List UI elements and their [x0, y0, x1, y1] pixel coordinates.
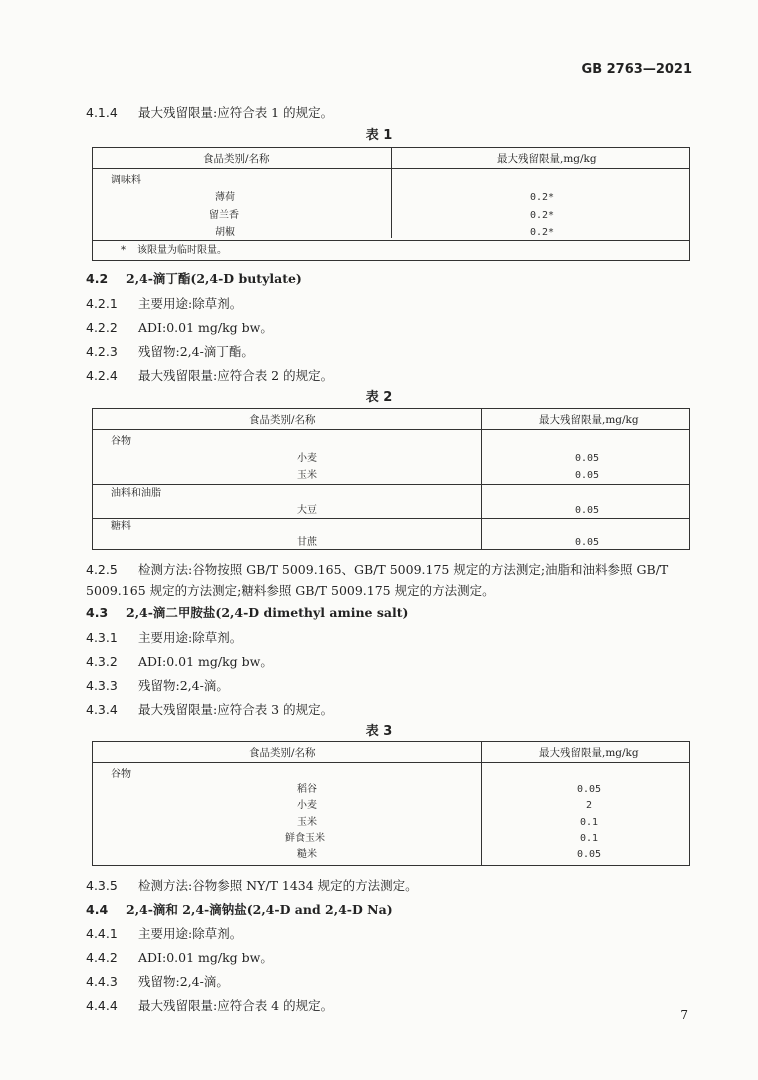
- clause-number: 4.1.4: [86, 105, 118, 120]
- column-divider: [481, 742, 482, 865]
- food-name: 留兰香: [209, 210, 239, 221]
- clause-number: 4.4.1: [86, 926, 118, 941]
- mrl-value: 0.2*: [530, 192, 555, 203]
- clause-4-3-5: [86, 877, 418, 895]
- table-1-caption: 表 1: [365, 128, 393, 143]
- clause-text: 检测方法:谷物参照 NY/T 1434 规定的方法测定。: [138, 878, 418, 893]
- mrl-value: 0.1: [580, 833, 599, 844]
- clause-4-1-4: [86, 104, 333, 122]
- food-name: 甘蔗: [297, 537, 317, 548]
- mrl-value: 0.05: [577, 784, 602, 795]
- clause-text: 残留物:2,4-滴。: [138, 974, 229, 989]
- column-header-mrl: 最大残留限量,mg/kg: [539, 414, 639, 426]
- column-header-category: 食品类别/名称: [249, 414, 316, 426]
- clause-4-2-4: [86, 367, 333, 385]
- group-label: 油料和油脂: [111, 488, 161, 499]
- clause-text: 最大残留限量:应符合表 1 的规定。: [138, 105, 334, 120]
- table-header: [93, 409, 689, 430]
- column-header-category: 食品类别/名称: [203, 153, 270, 165]
- clause-4-2-1: [86, 295, 242, 313]
- section-title: 2,4-滴二甲胺盐(2,4-D dimethyl amine salt): [126, 605, 409, 620]
- group-label: 调味料: [111, 175, 141, 186]
- clause-text: 最大残留限量:应符合表 2 的规定。: [138, 368, 334, 383]
- group-label: 糖料: [111, 521, 131, 532]
- clause-text: 主要用途:除草剂。: [138, 630, 243, 645]
- clause-number: 4.2.4: [86, 368, 118, 383]
- clause-number: 4.3.4: [86, 702, 118, 717]
- row-divider: [93, 518, 689, 519]
- mrl-value: 0.05: [577, 849, 602, 860]
- table-1: [92, 147, 690, 261]
- food-name: 小麦: [297, 800, 317, 811]
- row-divider: [93, 484, 689, 485]
- mrl-value: 0.05: [575, 505, 600, 516]
- clause-text: 最大残留限量:应符合表 4 的规定。: [138, 998, 334, 1013]
- food-name: 糙米: [297, 849, 317, 860]
- food-name: 玉米: [297, 470, 317, 481]
- clause-4-3-1: [86, 629, 242, 647]
- mrl-value: 0.2*: [530, 210, 555, 221]
- food-name: 稻谷: [297, 784, 317, 795]
- mrl-value: 0.05: [575, 453, 600, 464]
- mrl-value: 0.2*: [530, 227, 555, 238]
- clause-4-3-2: [86, 653, 273, 671]
- food-name: 薄荷: [215, 192, 235, 203]
- column-header-category: 食品类别/名称: [249, 747, 316, 759]
- clause-4-2-2: [86, 319, 273, 337]
- food-name: 胡椒: [215, 227, 235, 238]
- section-title: 2,4-滴和 2,4-滴钠盐(2,4-D and 2,4-D Na): [126, 902, 393, 917]
- clause-4-2-3: [86, 343, 254, 361]
- mrl-value: 0.05: [575, 470, 600, 481]
- section-4-3-heading: [86, 604, 408, 622]
- table-header: [93, 742, 689, 763]
- clause-number: 4.4.3: [86, 974, 118, 989]
- page-number: 7: [680, 1008, 688, 1022]
- clause-number: 4.2.1: [86, 296, 118, 311]
- footnote-divider: [93, 240, 689, 241]
- clause-number: 4.2.2: [86, 320, 118, 335]
- clause-4-4-3: [86, 973, 229, 991]
- clause-number: 4.3.5: [86, 878, 118, 893]
- footnote-mark: *: [121, 245, 126, 256]
- mrl-value: 2: [586, 800, 593, 811]
- clause-4-4-2: [86, 949, 273, 967]
- food-name: 小麦: [297, 453, 317, 464]
- clause-text: 残留物:2,4-滴。: [138, 678, 229, 693]
- table-3-caption: 表 3: [365, 724, 393, 739]
- clause-number: 4.4.2: [86, 950, 118, 965]
- clause-number: 4.3.2: [86, 654, 118, 669]
- food-name: 玉米: [297, 817, 317, 828]
- clause-number: 4.2.5: [86, 562, 118, 577]
- clause-text: 主要用途:除草剂。: [138, 296, 243, 311]
- clause-number: 4.2.3: [86, 344, 118, 359]
- standard-number: GB 2763—2021: [581, 62, 692, 77]
- section-number: 4.4: [86, 902, 109, 917]
- table-3: [92, 741, 690, 866]
- clause-4-3-3: [86, 677, 229, 695]
- mrl-value: 0.1: [580, 817, 599, 828]
- clause-text: 主要用途:除草剂。: [138, 926, 243, 941]
- section-number: 4.2: [86, 271, 109, 286]
- section-number: 4.3: [86, 605, 109, 620]
- clause-text: ADI:0.01 mg/kg bw。: [138, 654, 273, 669]
- column-header-mrl: 最大残留限量,mg/kg: [497, 153, 597, 165]
- clause-text: 最大残留限量:应符合表 3 的规定。: [138, 702, 334, 717]
- table-2: [92, 408, 690, 550]
- table-footnote: 该限量为临时限量。: [137, 245, 227, 256]
- clause-text: 残留物:2,4-滴丁酯。: [138, 344, 254, 359]
- food-name: 鲜食玉米: [285, 833, 325, 844]
- clause-4-3-4: [86, 701, 333, 719]
- clause-number: 4.3.3: [86, 678, 118, 693]
- group-label: 谷物: [111, 436, 131, 447]
- mrl-value: 0.05: [575, 537, 600, 548]
- clause-text: ADI:0.01 mg/kg bw。: [138, 320, 273, 335]
- column-divider: [391, 148, 392, 238]
- group-label: 谷物: [111, 769, 131, 780]
- clause-text: ADI:0.01 mg/kg bw。: [138, 950, 273, 965]
- clause-number: 4.3.1: [86, 630, 118, 645]
- table-2-caption: 表 2: [365, 390, 393, 405]
- section-4-4-heading: [86, 901, 393, 919]
- clause-4-2-5: [86, 561, 668, 579]
- column-divider: [481, 409, 482, 549]
- clause-4-2-5-continued: 5009.165 规定的方法测定;糖料参照 GB/T 5009.175 规定的方法测定。: [86, 583, 495, 598]
- clause-number: 4.4.4: [86, 998, 118, 1013]
- section-title: 2,4-滴丁酯(2,4-D butylate): [126, 271, 302, 286]
- column-header-mrl: 最大残留限量,mg/kg: [539, 747, 639, 759]
- section-4-2-heading: [86, 270, 302, 288]
- clause-4-4-4: [86, 997, 333, 1015]
- clause-text: 检测方法:谷物按照 GB/T 5009.165、GB/T 5009.175 规定的方法测定;油脂和油料参照 GB/T: [138, 562, 669, 577]
- clause-4-4-1: [86, 925, 242, 943]
- food-name: 大豆: [297, 505, 317, 516]
